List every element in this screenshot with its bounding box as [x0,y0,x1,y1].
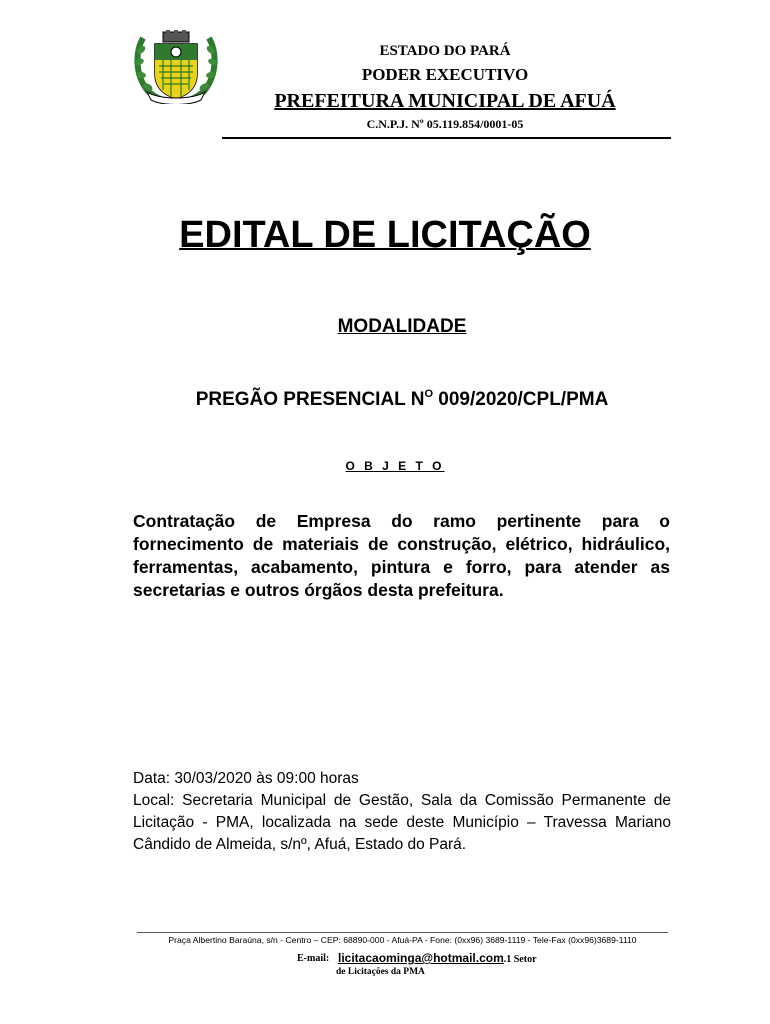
modality-label: MODALIDADE [337,316,467,337]
header-state: ESTADO DO PARÁ [379,43,511,59]
footer-address: Praça Albertino Baraúna, s/n - Centro – CEP: 68890-000 - Afuá-PA - Fone: (0xx96) 3689-1119 - Tele-Fax (0xx96)3689-1110 [168,935,637,945]
footer-email-label: E-mail: [297,953,330,964]
municipal-crest-icon [133,30,219,104]
header-cnpj: C.N.P.J. Nº 05.119.854/0001-05 [366,117,524,131]
footer-email-line [338,951,537,965]
date-line: Data: 30/03/2020 às 09:00 horas [133,770,359,787]
pregao-number: 009/2020/CPL/PMA [433,389,609,410]
header-divider [222,137,671,139]
header-power: PODER EXECUTIVO [361,65,529,84]
footer-divider [137,932,668,933]
document-title: EDITAL DE LICITAÇÃO [179,214,591,256]
footer-sector-part2: de Licitações da PMA [336,967,425,977]
pregao-prefix: PREGÃO PRESENCIAL N [195,389,425,410]
header-prefecture: PREFEITURA MUNICIPAL DE AFUÁ [274,90,616,112]
pregao-heading [0,388,770,411]
footer-email-link[interactable]: licitacaominga@hotmail.com [338,951,504,965]
objeto-text: Contratação de Empresa do ramo pertinente para o fornecimento de materiais de construção, elétrico, hidráulico, ferramentas, acabamento, pintura e forro, para atender as secretarias e outros órgãos desta prefeitura. [133,511,670,600]
local-line: Local: Secretaria Municipal de Gestão, Sala da Comissão Permanente de Licitação - PMA, localizada na sede deste Município – Travessa Mariano Cândido de Almeida, s/nº, Afuá, Estado do Pará. [133,792,671,853]
pregao-degree: O [424,388,433,400]
objeto-label: O B J E T O [345,459,445,473]
footer-sector-part1: .1 Setor [503,954,537,965]
date-local-block [133,768,671,856]
